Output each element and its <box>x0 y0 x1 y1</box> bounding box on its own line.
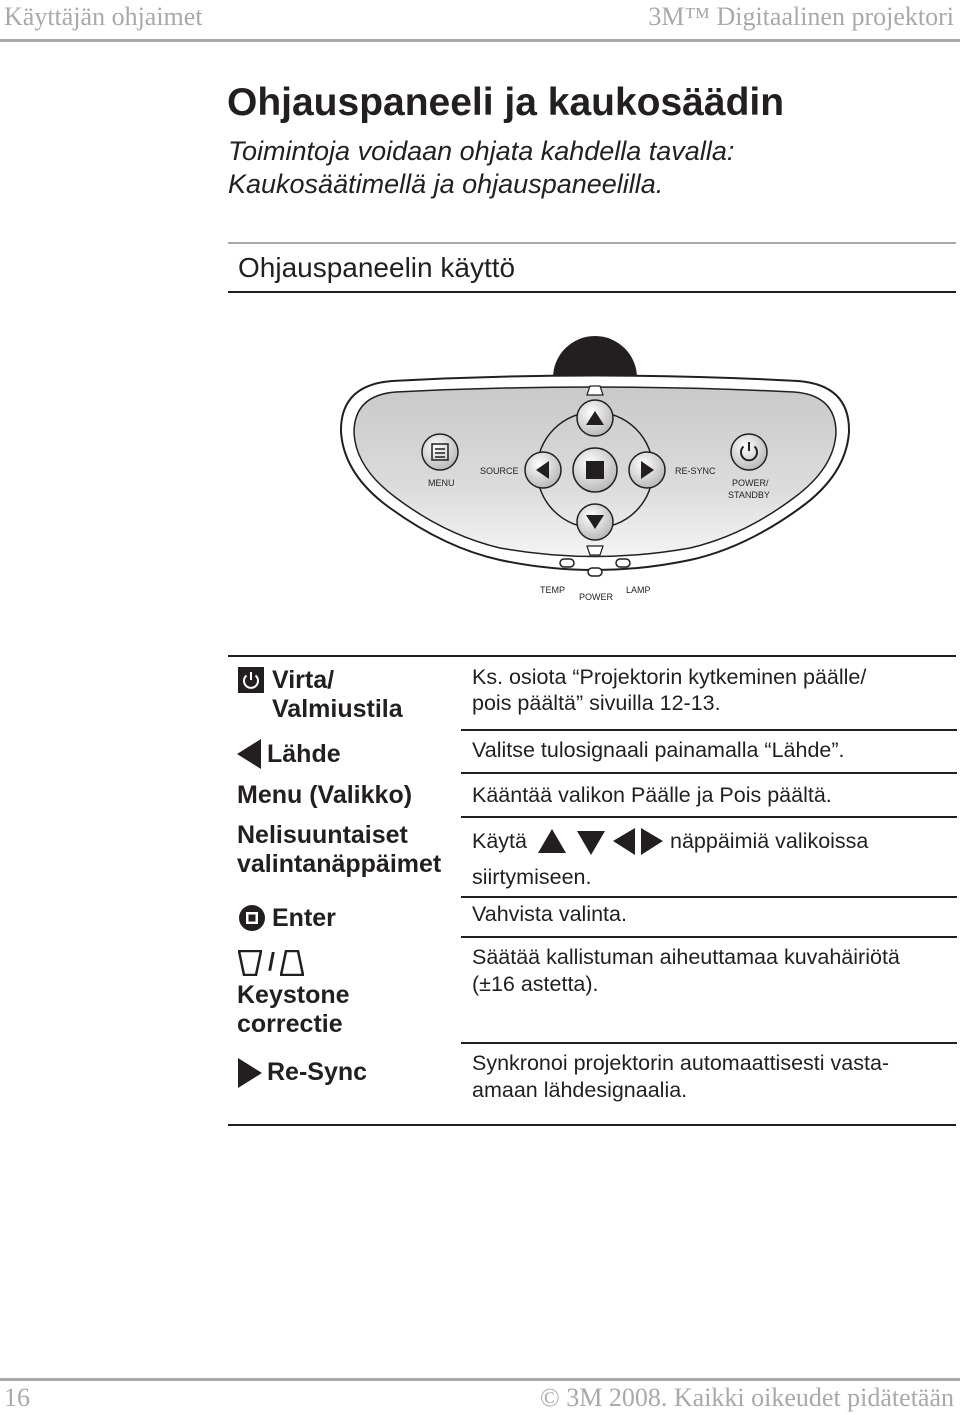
row-7-label: Re-Sync <box>267 1058 368 1086</box>
subtitle-line-1: Toimintoja voidaan ohjata kahdella tavalla: <box>228 136 735 166</box>
row-4-desc-1a: Käytä <box>472 829 527 853</box>
panel-label-power-standby-2: STANDBY <box>728 490 770 500</box>
copyright: © 3M 2008. Kaikki oikeudet pidätetään <box>540 1383 954 1412</box>
row-1-desc-1: Ks. osiota “Projektorin kytkeminen päälle/ <box>472 665 867 689</box>
panel-label-power: POWER <box>579 592 614 602</box>
right-arrow-icon <box>238 1058 262 1088</box>
row-4-rule <box>461 896 957 898</box>
row-4-desc-2: siirtymiseen. <box>472 865 592 889</box>
power-icon <box>238 667 264 693</box>
left-arrow-icon <box>237 739 261 769</box>
row-7-desc-2: amaan lähdesignaalia. <box>472 1078 688 1102</box>
footer-rule <box>0 1378 960 1381</box>
row-4-desc-1b: näppäimiä valikoissa <box>670 829 869 853</box>
row-2-desc: Valitse tulosignaali painamalla “Lähde”. <box>472 738 845 762</box>
panel-label-lamp: LAMP <box>626 585 651 595</box>
panel-label-source: SOURCE <box>480 466 519 476</box>
row-5-desc: Vahvista valinta. <box>472 902 627 926</box>
row-6-desc-2: (±16 astetta). <box>472 972 599 996</box>
row-6-label-2: correctie <box>237 1010 343 1038</box>
row-4-label-2: valintanäppäimet <box>237 850 442 878</box>
direction-arrows-icon <box>537 827 665 857</box>
row-6-label-1: Keystone <box>237 981 350 1009</box>
page-number: 16 <box>4 1383 30 1412</box>
row-6-rule <box>461 1042 957 1044</box>
row-2-label: Lähde <box>267 740 341 768</box>
row-4-label-1: Nelisuuntaiset <box>237 821 408 849</box>
keystone-down-icon <box>238 950 262 976</box>
panel-label-temp: TEMP <box>540 585 566 595</box>
row-1-rule <box>461 729 957 731</box>
keystone-up-icon <box>280 950 304 976</box>
panel-label-power-standby-1: POWER/ <box>732 478 769 488</box>
row-2-rule <box>461 772 957 774</box>
header-right: 3M™ Digitaalinen projektori <box>648 2 954 31</box>
row-5-rule <box>461 936 957 938</box>
row-1-label-1: Virta/ <box>272 666 335 694</box>
subtitle-line-2: Kaukosäätimellä ja ohjauspaneelilla. <box>228 169 664 199</box>
row-5-label: Enter <box>272 904 336 932</box>
row-3-rule <box>461 816 957 818</box>
table-rule-bottom <box>228 1124 956 1126</box>
table-rule-top <box>228 655 956 657</box>
row-1-desc-2: pois päältä” sivuilla 12-13. <box>472 691 721 715</box>
row-1-label-2: Valmiustila <box>272 695 403 723</box>
page-title: Ohjauspaneeli ja kaukosäädin <box>227 81 785 124</box>
row-3-desc: Kääntää valikon Päälle ja Pois päältä. <box>472 783 832 807</box>
row-6-desc-1: Säätää kallistuman aiheuttamaa kuvahäiriötä <box>472 945 900 969</box>
lamp-led <box>0 0 960 640</box>
row-6-slash: / <box>268 948 275 976</box>
section-title: Ohjauspaneelin käyttö <box>238 252 516 283</box>
row-3-label: Menu (Valikko) <box>237 781 413 809</box>
enter-icon <box>239 905 265 931</box>
row-7-desc-1: Synkronoi projektorin automaattisesti vasta- <box>472 1051 890 1075</box>
panel-label-resync: RE-SYNC <box>675 466 716 476</box>
header-left: Käyttäjän ohjaimet <box>4 2 203 31</box>
panel-label-menu: MENU <box>428 478 455 488</box>
